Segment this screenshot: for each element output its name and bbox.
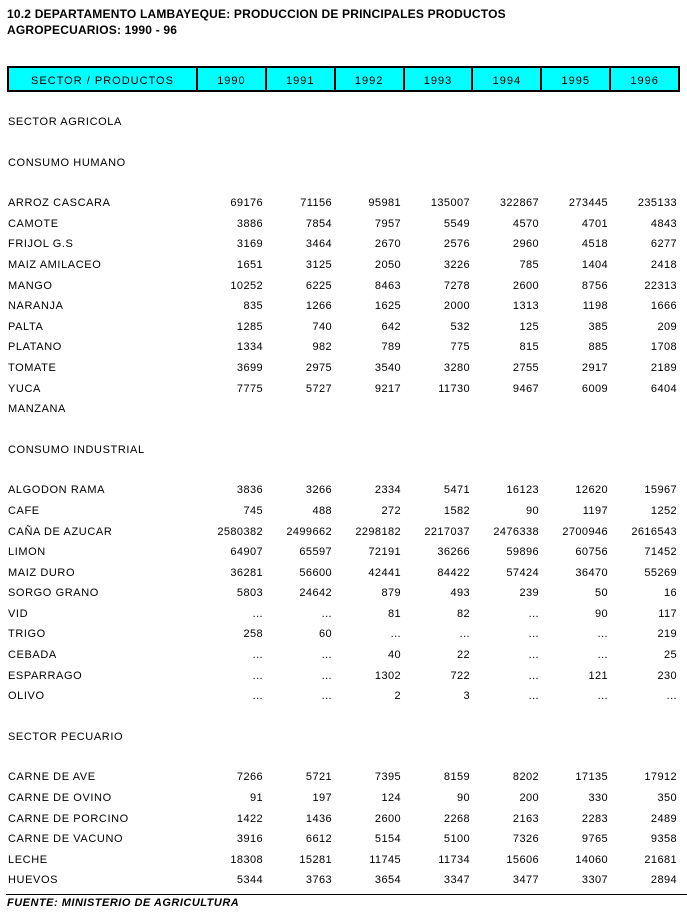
cell-value: 3 xyxy=(463,690,470,703)
cell-value: 219 xyxy=(657,628,677,641)
cell-value: ... xyxy=(252,669,263,682)
cell-value: 350 xyxy=(657,792,677,805)
cell-value: 6404 xyxy=(650,382,677,395)
cell-value: 65597 xyxy=(299,546,332,559)
cell-value: 15967 xyxy=(644,484,677,497)
row-label: PLATANO xyxy=(8,341,62,354)
cell-value: 60756 xyxy=(575,546,608,559)
row-label: CARNE DE AVE xyxy=(8,771,96,784)
cell-value: 125 xyxy=(519,320,539,333)
cell-value: 2576 xyxy=(443,238,470,251)
footer-divider xyxy=(6,894,687,895)
cell-value xyxy=(611,399,680,420)
cell-value: ... xyxy=(597,649,608,662)
cell-value: 2499662 xyxy=(286,525,332,538)
cell-value: 36281 xyxy=(230,566,263,579)
cell-value: 42441 xyxy=(368,566,401,579)
row-label: TRIGO xyxy=(8,628,46,641)
cell-value: 60 xyxy=(318,628,332,641)
table-row xyxy=(7,255,680,276)
cell-value: 4701 xyxy=(581,217,608,230)
page-title xyxy=(7,6,687,38)
cell-value: 2580382 xyxy=(217,525,263,538)
cell-value: ... xyxy=(459,628,470,641)
header-cell-year-1992: 1992 xyxy=(334,68,403,90)
cell-value: 493 xyxy=(450,587,470,600)
table-row xyxy=(7,542,680,563)
cell-value: 1708 xyxy=(650,341,677,354)
cell-value: 2755 xyxy=(512,361,539,374)
cell-value: 59896 xyxy=(506,546,539,559)
cell-value: 5721 xyxy=(305,771,332,784)
cell-value: 1582 xyxy=(443,504,470,517)
cell-value: 789 xyxy=(381,341,401,354)
cell-value: 57424 xyxy=(506,566,539,579)
cell-value: 11730 xyxy=(438,382,470,395)
cell-value xyxy=(266,399,335,420)
cell-value: 72191 xyxy=(368,546,401,559)
cell-value: 10252 xyxy=(230,279,263,292)
cell-value: 258 xyxy=(243,628,263,641)
table-row xyxy=(7,399,680,420)
cell-value: ... xyxy=(528,649,539,662)
cell-value: 95981 xyxy=(368,197,401,210)
cell-value: 121 xyxy=(588,669,608,682)
cell-value: 235133 xyxy=(637,197,677,210)
cell-value: 1666 xyxy=(650,300,677,313)
table-row xyxy=(7,767,680,788)
table-row xyxy=(7,850,680,871)
row-label: MANZANA xyxy=(8,403,66,416)
cell-value: 11734 xyxy=(438,853,470,866)
cell-value: 2476338 xyxy=(493,525,539,538)
table-row xyxy=(7,296,680,317)
table-row xyxy=(7,563,680,584)
table-row xyxy=(7,358,680,379)
cell-value: 64907 xyxy=(230,546,263,559)
cell-value: 36470 xyxy=(575,566,608,579)
cell-value: ... xyxy=(321,690,332,703)
cell-value: 6009 xyxy=(581,382,608,395)
header-cell-year-1994: 1994 xyxy=(471,68,540,90)
cell-value: 3125 xyxy=(305,258,332,271)
cell-value: 2600 xyxy=(374,812,401,825)
cell-value: 885 xyxy=(588,341,608,354)
page-title-line2: AGROPECUARIOS: 1990 - 96 xyxy=(7,23,178,37)
cell-value: 7266 xyxy=(236,771,263,784)
section-row: CONSUMO INDUSTRIAL xyxy=(8,443,145,456)
row-label: PALTA xyxy=(8,320,44,333)
cell-value: 1313 xyxy=(512,300,539,313)
table-row xyxy=(7,317,680,338)
table-row xyxy=(7,501,680,522)
cell-value: 25 xyxy=(663,649,677,662)
row-label: CAÑA DE AZUCAR xyxy=(8,525,113,538)
cell-value: 3347 xyxy=(443,874,470,887)
cell-value: ... xyxy=(252,690,263,703)
cell-value: 11745 xyxy=(369,853,401,866)
cell-value: 90 xyxy=(456,792,470,805)
cell-value xyxy=(197,399,266,420)
table-row xyxy=(7,276,680,297)
row-label: TOMATE xyxy=(8,361,57,374)
table-row xyxy=(7,480,680,501)
cell-value: 14060 xyxy=(575,853,608,866)
section-row: SECTOR PECUARIO xyxy=(8,730,124,743)
cell-value: ... xyxy=(666,690,677,703)
cell-value: 2960 xyxy=(512,238,539,251)
header-cell-year-1996: 1996 xyxy=(609,68,678,90)
cell-value: 272 xyxy=(381,504,401,517)
cell-value: 2489 xyxy=(650,812,677,825)
cell-value: 1625 xyxy=(374,300,401,313)
section-row: SECTOR AGRICOLA xyxy=(8,116,122,128)
cell-value: ... xyxy=(390,628,401,641)
cell-value: 82 xyxy=(456,607,470,620)
row-label: CARNE DE VACUNO xyxy=(8,833,124,846)
cell-value: 5154 xyxy=(374,833,401,846)
cell-value: 775 xyxy=(450,341,470,354)
row-label: LECHE xyxy=(8,853,48,866)
table-row xyxy=(7,829,680,850)
cell-value: 2418 xyxy=(650,258,677,271)
row-label: CARNE DE OVINO xyxy=(8,792,112,805)
row-label: SORGO GRANO xyxy=(8,587,99,600)
cell-value: 36266 xyxy=(437,546,470,559)
cell-value: 740 xyxy=(312,320,332,333)
cell-value: 1334 xyxy=(236,341,263,354)
cell-value: 3916 xyxy=(236,833,263,846)
table-body xyxy=(7,112,680,891)
table-row xyxy=(7,522,680,543)
row-label: ALGODON RAMA xyxy=(8,484,106,497)
table-row xyxy=(7,686,680,707)
table-row xyxy=(7,337,680,358)
cell-value: 7854 xyxy=(305,217,332,230)
cell-value: ... xyxy=(528,628,539,641)
cell-value: 488 xyxy=(312,504,332,517)
cell-value: 8202 xyxy=(512,771,539,784)
cell-value xyxy=(335,399,404,420)
cell-value: 3280 xyxy=(443,361,470,374)
header-cell-products: SECTOR / PRODUCTOS xyxy=(31,75,174,87)
cell-value: 24642 xyxy=(299,587,332,600)
row-label: MAIZ DURO xyxy=(8,566,76,579)
cell-value: 8463 xyxy=(374,279,401,292)
cell-value: 1198 xyxy=(582,300,608,313)
cell-value: 6277 xyxy=(650,238,677,251)
cell-value: 3169 xyxy=(236,238,263,251)
cell-value: 91 xyxy=(249,792,263,805)
table-row xyxy=(7,583,680,604)
cell-value: 2 xyxy=(394,690,401,703)
row-label: MANGO xyxy=(8,279,53,292)
cell-value: 3477 xyxy=(512,874,539,887)
cell-value: 71452 xyxy=(644,546,677,559)
cell-value: 330 xyxy=(588,792,608,805)
cell-value: 4843 xyxy=(650,217,677,230)
cell-value: 81 xyxy=(387,607,401,620)
cell-value: 5803 xyxy=(236,587,263,600)
cell-value: 1422 xyxy=(236,812,263,825)
cell-value: 209 xyxy=(657,320,677,333)
cell-value: 3763 xyxy=(305,874,332,887)
cell-value: 135007 xyxy=(430,197,470,210)
cell-value: 2217037 xyxy=(424,525,470,538)
cell-value: 55269 xyxy=(644,566,677,579)
cell-value: 2894 xyxy=(650,874,677,887)
row-label: CARNE DE PORCINO xyxy=(8,812,129,825)
cell-value: 2334 xyxy=(374,484,401,497)
cell-value: 4518 xyxy=(581,238,608,251)
cell-value: 15281 xyxy=(299,853,332,866)
cell-value: 1266 xyxy=(305,300,332,313)
cell-value: 4570 xyxy=(512,217,539,230)
row-label: LIMON xyxy=(8,546,46,559)
cell-value: 2000 xyxy=(443,300,470,313)
cell-value: 3307 xyxy=(581,874,608,887)
cell-value: 2189 xyxy=(650,361,677,374)
table-row xyxy=(7,193,680,214)
cell-value: 1285 xyxy=(236,320,263,333)
cell-value: 1651 xyxy=(236,258,263,271)
row-label: CAFE xyxy=(8,504,40,517)
cell-value: 7326 xyxy=(512,833,539,846)
cell-value: 1302 xyxy=(374,669,401,682)
cell-value: 197 xyxy=(312,792,332,805)
cell-value: ... xyxy=(528,669,539,682)
cell-value: ... xyxy=(252,649,263,662)
cell-value: 2975 xyxy=(305,361,332,374)
cell-value: 7395 xyxy=(374,771,401,784)
cell-value: 239 xyxy=(519,587,539,600)
cell-value: 835 xyxy=(243,300,263,313)
cell-value: 21681 xyxy=(644,853,677,866)
cell-value: 16 xyxy=(663,587,677,600)
cell-value: 982 xyxy=(312,341,332,354)
cell-value: 3699 xyxy=(236,361,263,374)
cell-value: 40 xyxy=(387,649,401,662)
cell-value: 8159 xyxy=(443,771,470,784)
cell-value: 22 xyxy=(456,649,470,662)
row-label: NARANJA xyxy=(8,300,64,313)
cell-value: 3886 xyxy=(236,217,263,230)
cell-value: 2616543 xyxy=(631,525,677,538)
cell-value: 815 xyxy=(519,341,539,354)
table-row xyxy=(7,666,680,687)
row-label: FRIJOL G.S xyxy=(8,238,74,251)
table-row xyxy=(7,604,680,625)
cell-value: 15606 xyxy=(506,853,539,866)
cell-value: 3654 xyxy=(374,874,401,887)
cell-value: 6225 xyxy=(305,279,332,292)
cell-value: 879 xyxy=(381,587,401,600)
cell-value: 9467 xyxy=(512,382,539,395)
cell-value xyxy=(542,399,611,420)
page-title-line1: 10.2 DEPARTAMENTO LAMBAYEQUE: PRODUCCION DE PRINCIPALES PRODUCTOS xyxy=(7,7,506,21)
source-note: FUENTE: MINISTERIO DE AGRICULTURA xyxy=(7,897,240,909)
cell-value: 124 xyxy=(381,792,401,805)
cell-value: 2670 xyxy=(374,238,401,251)
cell-value: 69176 xyxy=(230,197,263,210)
table-row xyxy=(7,870,680,891)
cell-value: 90 xyxy=(525,504,539,517)
cell-value: 1404 xyxy=(581,258,608,271)
cell-value: 17912 xyxy=(644,771,677,784)
cell-value: 9765 xyxy=(581,833,608,846)
cell-value: 3540 xyxy=(374,361,401,374)
table-row xyxy=(7,624,680,645)
cell-value: 273445 xyxy=(568,197,608,210)
cell-value: 2050 xyxy=(374,258,401,271)
cell-value: 117 xyxy=(658,607,677,620)
cell-value: 3464 xyxy=(305,238,332,251)
cell-value: 71156 xyxy=(300,197,332,210)
table-row xyxy=(7,788,680,809)
cell-value: 5549 xyxy=(443,217,470,230)
cell-value: 7775 xyxy=(236,382,263,395)
header-cell-year-1991: 1991 xyxy=(265,68,334,90)
cell-value: 17135 xyxy=(575,771,608,784)
cell-value: 9217 xyxy=(374,382,401,395)
table-row xyxy=(7,645,680,666)
cell-value: 5100 xyxy=(443,833,470,846)
cell-value: ... xyxy=(528,607,539,620)
row-label: ARROZ CASCARA xyxy=(8,197,111,210)
cell-value: 532 xyxy=(450,320,470,333)
cell-value: ... xyxy=(252,607,263,620)
row-label: HUEVOS xyxy=(8,874,59,887)
row-label: YUCA xyxy=(8,382,41,395)
row-label: CEBADA xyxy=(8,649,57,662)
cell-value: 230 xyxy=(657,669,677,682)
table-header-row xyxy=(7,66,680,92)
cell-value: 6612 xyxy=(305,833,332,846)
cell-value: 1252 xyxy=(650,504,677,517)
row-label: CAMOTE xyxy=(8,217,59,230)
cell-value: 90 xyxy=(594,607,608,620)
section-row: CONSUMO HUMANO xyxy=(8,156,126,169)
table-row xyxy=(7,379,680,400)
cell-value: 7957 xyxy=(374,217,401,230)
cell-value: 2268 xyxy=(443,812,470,825)
cell-value: ... xyxy=(321,669,332,682)
cell-value: 745 xyxy=(243,504,263,517)
cell-value: 722 xyxy=(450,669,470,682)
cell-value xyxy=(404,399,473,420)
header-cell-year-1990: 1990 xyxy=(196,68,265,90)
cell-value: 50 xyxy=(594,587,608,600)
cell-value: 5727 xyxy=(305,382,332,395)
cell-value: 2600 xyxy=(512,279,539,292)
cell-value: 9358 xyxy=(650,833,677,846)
cell-value: 3226 xyxy=(443,258,470,271)
row-label: ESPARRAGO xyxy=(8,669,83,682)
cell-value: 7278 xyxy=(443,279,470,292)
cell-value: 2917 xyxy=(581,361,608,374)
cell-value: 322867 xyxy=(499,197,539,210)
cell-value: ... xyxy=(528,690,539,703)
cell-value: 200 xyxy=(519,792,539,805)
cell-value: 1436 xyxy=(305,812,332,825)
header-cell-year-1995: 1995 xyxy=(540,68,609,90)
cell-value: 385 xyxy=(588,320,608,333)
cell-value: ... xyxy=(597,690,608,703)
cell-value: 16123 xyxy=(506,484,539,497)
cell-value: 8756 xyxy=(581,279,608,292)
cell-value: 2700946 xyxy=(562,525,608,538)
cell-value: ... xyxy=(597,628,608,641)
cell-value: 84422 xyxy=(437,566,470,579)
cell-value: 2283 xyxy=(581,812,608,825)
table-row xyxy=(7,214,680,235)
table-row xyxy=(7,809,680,830)
cell-value: ... xyxy=(321,649,332,662)
cell-value: 3836 xyxy=(236,484,263,497)
cell-value: 642 xyxy=(381,320,401,333)
cell-value: 22313 xyxy=(644,279,677,292)
cell-value: 3266 xyxy=(305,484,332,497)
cell-value: 2163 xyxy=(512,812,539,825)
cell-value: 18308 xyxy=(230,853,263,866)
cell-value: 785 xyxy=(519,258,539,271)
cell-value: ... xyxy=(321,607,332,620)
cell-value: 56600 xyxy=(299,566,332,579)
row-label: VID xyxy=(8,607,29,620)
row-label: OLIVO xyxy=(8,690,45,703)
cell-value: 2298182 xyxy=(355,525,401,538)
row-label: MAIZ AMILACEO xyxy=(8,258,102,271)
cell-value: 12620 xyxy=(575,484,608,497)
cell-value: 5344 xyxy=(236,874,263,887)
header-cell-year-1993: 1993 xyxy=(403,68,472,90)
table-row xyxy=(7,234,680,255)
cell-value xyxy=(473,399,542,420)
cell-value: 5471 xyxy=(443,484,470,497)
cell-value: 1197 xyxy=(582,504,608,517)
